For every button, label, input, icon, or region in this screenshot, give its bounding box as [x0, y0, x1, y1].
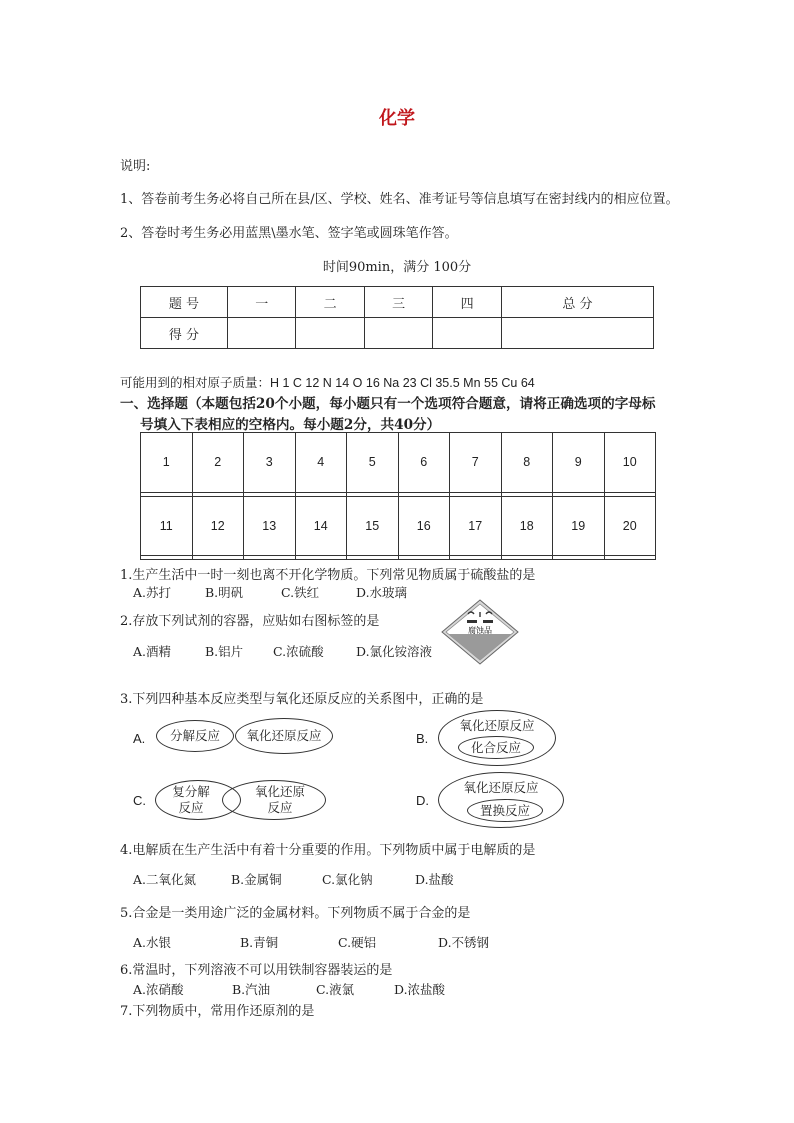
question-5-option-a: A.水银	[133, 935, 172, 950]
q3-b-combination-inner-ellipse	[458, 736, 534, 759]
question-7-stem: 7.下列物质中，常用作还原剂的是	[120, 1004, 315, 1019]
atomic-masses: 可能用到的相对原子质量：H 1 C 12 N 14 O 16 Na 23 Cl 35.5 Mn 55 Cu 64	[120, 376, 535, 390]
section1-title-line1: 一、选择题（本题包括20个小题，每小题只有一个选项符合题意，请将正确选项的字母标	[120, 396, 656, 412]
q3-a-decomposition-ellipse	[156, 720, 234, 752]
q3-c-left-line2: 反应	[178, 800, 204, 815]
question-6-option-b: B.汽油	[232, 982, 271, 997]
exam-time: 时间90min，满分 100分	[322, 260, 472, 275]
answer-cell	[347, 556, 399, 560]
q3-option-d-letter: D.	[416, 793, 429, 808]
q3-d-displacement-inner-ellipse	[467, 799, 543, 822]
question-1-option-b: B.明矾	[205, 585, 244, 600]
answer-number: 17	[450, 496, 502, 556]
answer-number: 12	[192, 496, 244, 556]
question-6-option-c: C.液氯	[316, 982, 355, 997]
answer-number: 3	[244, 433, 296, 493]
answer-table	[140, 432, 656, 560]
question-5-option-b: B.青铜	[240, 935, 279, 950]
answer-number: 15	[347, 496, 399, 556]
q3-b-inner-text: 化合反应	[470, 739, 521, 755]
answer-cell	[295, 556, 347, 560]
answer-cell	[604, 556, 656, 560]
answer-number: 7	[450, 433, 502, 493]
instruction-line-2: 2、答卷时考生务必用蓝黑\墨水笔、签字笔或圆珠笔作答。	[120, 226, 458, 241]
answer-number: 1	[141, 433, 193, 493]
q3-option-b-letter: B.	[416, 731, 429, 746]
score-table-score-row	[141, 318, 654, 349]
question-1-stem: 1.生产生活中一时一刻也离不开化学物质。下列常见物质属于硫酸盐的是	[120, 568, 536, 583]
question-4-option-b: B.金属铜	[231, 872, 282, 887]
score-cell	[296, 318, 364, 349]
question-4-option-a: A.二氧化氮	[133, 872, 197, 887]
answer-number: 18	[501, 496, 553, 556]
question-2-option-d: D.氯化铵溶液	[356, 644, 433, 659]
question-5-stem: 5.合金是一类用途广泛的金属材料。下列物质不属于合金的是	[120, 906, 471, 921]
answer-cell	[450, 556, 502, 560]
answer-number: 4	[295, 433, 347, 493]
q3-c-left-text	[172, 784, 210, 816]
section1-title-line2: 号填入下表相应的空格内。每小题2分，共40分）	[140, 417, 441, 433]
answer-cell	[192, 556, 244, 560]
q3-c-redox-ellipse	[222, 780, 326, 820]
q3-a-redox-ellipse	[235, 718, 333, 754]
question-6-option-a: A.浓硝酸	[133, 982, 184, 997]
q3-d-inner-text: 置换反应	[479, 802, 530, 818]
answer-number-row	[141, 496, 656, 556]
corrosive-hazard-label	[440, 598, 520, 666]
question-1-option-d: D.水玻璃	[356, 585, 408, 600]
q3-a-right-text: 氧化还原反应	[246, 728, 322, 743]
question-3-stem: 3.下列四种基本反应类型与氧化还原反应的关系图中，正确的是	[120, 692, 484, 707]
answer-cell	[398, 556, 450, 560]
answer-number: 11	[141, 496, 193, 556]
score-table	[140, 286, 654, 349]
question-2-option-b: B.铝片	[205, 644, 244, 659]
answer-number: 19	[553, 496, 605, 556]
q3-d-outer-text: 氧化还原反应	[463, 780, 539, 795]
answer-number: 2	[192, 433, 244, 493]
question-2-option-a: A.酒精	[133, 644, 172, 659]
answer-number: 10	[604, 433, 656, 493]
q3-c-right-text	[255, 784, 305, 816]
q3-c-right-line1: 氧化还原	[254, 784, 305, 799]
question-4-option-d: D.盐酸	[415, 872, 454, 887]
instruction-line-1: 1、答卷前考生务必将自己所在县/区、学校、姓名、准考证号等信息填写在密封线内的相应位置。	[120, 192, 679, 207]
question-1-option-c: C.铁红	[281, 585, 320, 600]
answer-number: 16	[398, 496, 450, 556]
corrosive-label-text: 腐蚀品	[468, 626, 492, 635]
answer-number: 6	[398, 433, 450, 493]
score-cell	[501, 318, 653, 349]
question-4-option-c: C.氯化钠	[322, 872, 373, 887]
question-6-option-d: D.浓盐酸	[394, 982, 446, 997]
question-2-stem: 2.存放下列试剂的容器，应贴如右图标签的是	[120, 614, 380, 629]
score-header-cell: 题 号	[141, 287, 228, 318]
question-4-stem: 4.电解质在生产生活中有着十分重要的作用。下列物质中属于电解质的是	[120, 843, 536, 858]
question-2-option-c: C.浓硫酸	[273, 644, 324, 659]
question-5-option-d: D.不锈钢	[438, 935, 490, 950]
score-cell	[433, 318, 501, 349]
score-header-cell: 四	[433, 287, 501, 318]
answer-cell	[141, 556, 193, 560]
q3-c-left-line1: 复分解	[172, 784, 210, 799]
q3-option-a-letter: A.	[133, 731, 146, 746]
question-5-option-c: C.硬铝	[338, 935, 377, 950]
question-1-option-a: A.苏打	[133, 585, 172, 600]
score-row-label: 得 分	[141, 318, 228, 349]
question-6-stem: 6.常温时，下列溶液不可以用铁制容器装运的是	[120, 963, 393, 978]
page-title: 化学	[379, 108, 415, 129]
answer-number: 13	[244, 496, 296, 556]
instructions-heading: 说明:	[120, 159, 151, 174]
score-header-cell: 三	[364, 287, 432, 318]
answer-blank-row	[141, 556, 656, 560]
answer-cell	[244, 556, 296, 560]
q3-option-c-letter: C.	[133, 793, 146, 808]
score-table-header-row	[141, 287, 654, 318]
answer-number-row	[141, 433, 656, 493]
score-header-cell: 总 分	[501, 287, 653, 318]
answer-number: 14	[295, 496, 347, 556]
answer-number: 20	[604, 496, 656, 556]
answer-cell	[553, 556, 605, 560]
answer-cell	[501, 556, 553, 560]
q3-c-right-line2: 反应	[267, 800, 293, 815]
score-header-cell: 一	[228, 287, 296, 318]
answer-number: 9	[553, 433, 605, 493]
score-header-cell: 二	[296, 287, 364, 318]
answer-number: 5	[347, 433, 399, 493]
score-cell	[228, 318, 296, 349]
answer-number: 8	[501, 433, 553, 493]
q3-b-outer-text: 氧化还原反应	[459, 718, 535, 733]
q3-a-left-text: 分解反应	[169, 728, 220, 743]
score-cell	[364, 318, 432, 349]
